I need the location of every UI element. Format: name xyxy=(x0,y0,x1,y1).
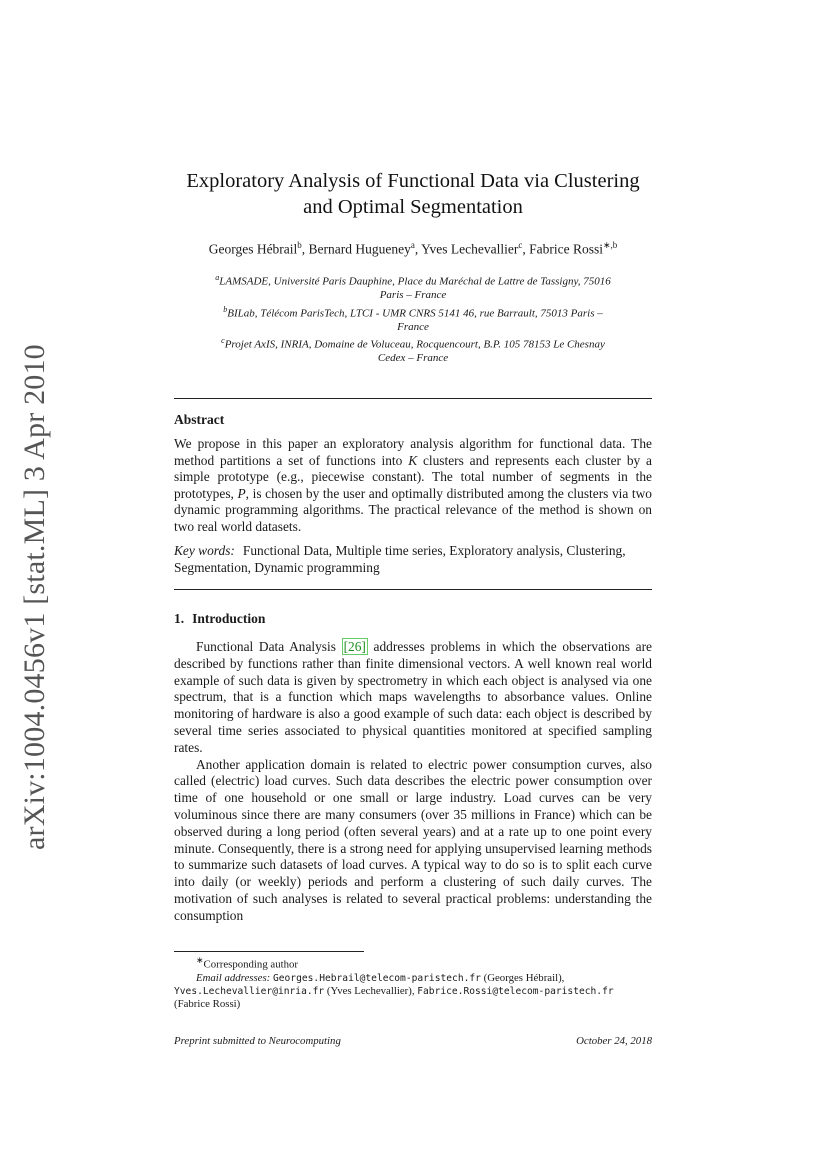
keywords-label: Key words: xyxy=(174,543,235,558)
footnote-corresponding xyxy=(174,954,652,972)
abstract-text-part: , is chosen by the user and optimally distributed among the clusters via two dynamic programming algorithms. The practical relevance of the method is shown on two real world datasets. xyxy=(174,485,652,534)
email-link-lechevallier[interactable]: Yves.Lechevallier@inria.fr xyxy=(174,986,325,997)
keywords-block xyxy=(174,543,652,576)
affiliation-text: BILab, Télécom ParisTech, LTCI - UMR CNRS 5141 46, rue Barrault, 75013 Paris – xyxy=(227,307,603,320)
section-number: 1. xyxy=(174,611,185,626)
section-heading xyxy=(174,611,652,627)
author-mark: b xyxy=(297,240,302,250)
affiliation-mark: a xyxy=(215,273,220,282)
intro-paragraph xyxy=(174,639,652,757)
footer-submission-note: Preprint submitted to Neurocomputing xyxy=(174,1035,341,1047)
author-name: Bernard Hugueney xyxy=(308,241,411,257)
section-title: Introduction xyxy=(192,611,266,626)
abstract-heading: Abstract xyxy=(174,412,225,427)
author-name: Georges Hébrail xyxy=(208,241,298,257)
introduction-body xyxy=(174,639,652,925)
title-line-2: and Optimal Segmentation xyxy=(303,196,523,218)
author-mark: c xyxy=(518,240,523,250)
affiliation-item xyxy=(174,303,652,335)
affiliation-mark: b xyxy=(223,304,228,314)
email-owner: (Yves Lechevallier), xyxy=(326,985,415,997)
abstract-text-part: clusters and represents each cluster by a simple prototype (e.g., piecewise constant). The total number of segments in the prototypes, xyxy=(174,452,652,501)
abstract-text-part: We propose in this paper an exploratory analysis algorithm for functional data. The method partitions a set of functions into xyxy=(174,436,652,468)
affiliation-text-continued: France xyxy=(397,320,429,333)
paper-title xyxy=(174,168,652,220)
citation-link[interactable]: [26] xyxy=(343,639,366,654)
intro-paragraph: Another application domain is related to electric power consumption curves, also called (electric) load curves. Such data describes the electric power consumption over time of one household or one small or large industry. Load curves can be very voluminous since there are many consumers (over 35 millions in France) which can be observed during a long period (often several years) and at a rate up to one point every minute. Consequently, there is a strong need for applying unsupervised learning methods to summarize such datasets of load curves. A typical way to do so is to split each curve into daily (or weekly) periods and perform a clustering of such daily curves. The motivation of such analyses is related to several practical problems: understanding the consumption xyxy=(174,756,652,923)
author-mark: a xyxy=(410,240,415,250)
abstract-body xyxy=(174,436,652,536)
title-line-1: Exploratory Analysis of Functional Data via Clustering xyxy=(186,170,640,192)
footnote-mark: ∗ xyxy=(196,955,204,965)
footnote-emails-line2 xyxy=(174,985,614,997)
footnote-emails xyxy=(174,972,652,985)
affiliation-text-continued: Paris – France xyxy=(379,289,447,302)
affiliation-text-continued: Cedex – France xyxy=(377,352,449,365)
keywords-text: Functional Data, Multiple time series, Exploratory analysis, Clustering, Segmentation, Dynamic programming xyxy=(174,543,626,575)
abstract-variable-p: P xyxy=(237,485,246,501)
footnote-rule xyxy=(174,951,364,952)
abstract-variable-k: K xyxy=(408,452,418,468)
author-name: Yves Lechevallier xyxy=(421,241,519,257)
author-mark: ∗,b xyxy=(603,240,618,250)
affiliation-list xyxy=(174,271,652,366)
email-link-hebrail[interactable]: Georges.Hebrail@telecom-paristech.fr xyxy=(272,972,481,984)
email-link-rossi[interactable]: Fabrice.Rossi@telecom-paristech.fr xyxy=(417,986,614,997)
intro-text-part: addresses problems in which the observations are described by functions rather than finite dimensional vectors. A well known real world example of such data is given by spectrometry in which each object is analysed via one spectrum, that is a function which maps wavelengths to absorbance values. Online monitoring of hardware is also a good example of such data: each object is described by several time series associated to physical quantities monitored at specified sampling rates. xyxy=(174,639,652,755)
author-list: Georges Hébrail$^b$, Bernard Hugueney$^a$, Yves Lechevallier$^c$, Fabrice Rossi$^{∗,b}$ xyxy=(208,240,618,257)
email-owner: (Georges Hébrail), xyxy=(483,971,565,984)
affiliation-item xyxy=(174,334,652,366)
footnote-corresponding-text: Corresponding author xyxy=(203,958,299,971)
abstract-bottom-rule xyxy=(174,589,652,590)
affiliation-text: Projet AxIS, INRIA, Domaine de Voluceau, Rocquencourt, B.P. 105 78153 Le Chesnay xyxy=(224,338,605,351)
affiliation-text: LAMSADE, Université Paris Dauphine, Place du Maréchal de Lattre de Tassigny, 75016 xyxy=(219,275,611,288)
arxiv-identifier-text: arXiv:1004.0456v1 [stat.ML] 3 Apr 2010 xyxy=(18,344,51,850)
arxiv-identifier-stamp xyxy=(18,344,54,850)
affiliation-mark: c xyxy=(221,336,225,346)
author-name: Fabrice Rossi xyxy=(529,241,603,257)
email-owner: (Fabrice Rossi) xyxy=(174,998,241,1011)
page-footer xyxy=(174,1035,652,1047)
abstract-top-rule xyxy=(174,398,652,399)
intro-text-part: Functional Data Analysis xyxy=(196,639,342,654)
footnote-block xyxy=(174,954,652,1011)
affiliation-item xyxy=(174,271,652,303)
footer-date: October 24, 2018 xyxy=(576,1035,652,1047)
email-label: Email addresses: xyxy=(196,971,271,984)
